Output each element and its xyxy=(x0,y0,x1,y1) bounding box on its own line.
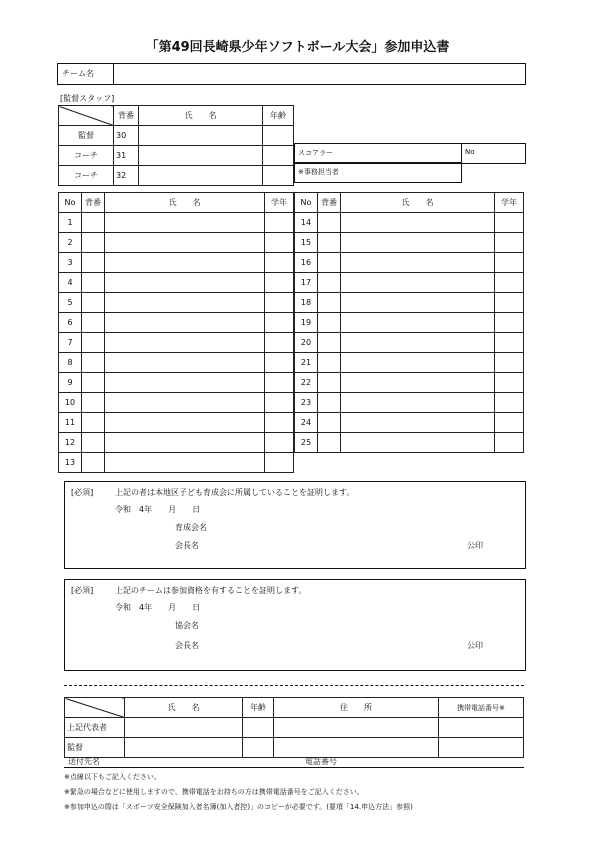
player-header-grade: 学年 xyxy=(265,193,294,213)
phone-label: 電話番号 xyxy=(305,757,337,766)
players-table-left xyxy=(58,192,294,473)
player-name-field[interactable] xyxy=(105,233,265,253)
player-name-field[interactable] xyxy=(105,373,265,393)
player-name-field[interactable] xyxy=(341,333,495,353)
player-grade-field[interactable] xyxy=(265,233,294,253)
player-number-field[interactable] xyxy=(82,373,105,393)
rep-row-label: 上記代表者 xyxy=(65,718,125,738)
player-number-field[interactable] xyxy=(82,333,105,353)
player-no: 16 xyxy=(295,253,318,273)
team-name-field[interactable] xyxy=(115,64,523,84)
player-grade-field[interactable] xyxy=(265,273,294,293)
player-grade-field[interactable] xyxy=(265,433,294,453)
rep-header-age: 年齢 xyxy=(243,698,274,718)
player-name-field[interactable] xyxy=(105,393,265,413)
staff-role-coach: コーチ xyxy=(59,146,114,166)
player-no: 19 xyxy=(295,313,318,333)
player-header-no: No xyxy=(59,193,82,213)
cert1-org-label: 育成会名 xyxy=(175,523,207,532)
player-name-field[interactable] xyxy=(105,293,265,313)
player-name-field[interactable] xyxy=(105,453,265,473)
cert1-text: 上記の者は本地区子ども育成会に所属していることを証明します。 xyxy=(115,488,355,497)
player-name-field[interactable] xyxy=(105,313,265,333)
player-name-field[interactable] xyxy=(341,273,495,293)
player-no: 23 xyxy=(295,393,318,413)
rep-name-field[interactable] xyxy=(125,738,243,758)
rep-age-field[interactable] xyxy=(243,738,274,758)
player-number-field[interactable] xyxy=(82,433,105,453)
send-to-underline xyxy=(64,767,524,768)
player-grade-field[interactable] xyxy=(265,413,294,433)
player-number-field[interactable] xyxy=(318,253,341,273)
scorer-box xyxy=(294,143,526,164)
staff-header-name: 氏 名 xyxy=(139,106,263,126)
staff-number: 32 xyxy=(114,166,139,186)
note-2: ※緊急の場合などに使用しますので、携帯電話をお持ちの方は携帯電話番号をご記入ください。 xyxy=(64,788,364,796)
contact-label: ※事務担当者 xyxy=(298,168,339,176)
player-no: 2 xyxy=(59,233,82,253)
player-number-field[interactable] xyxy=(318,233,341,253)
player-grade-field[interactable] xyxy=(495,353,524,373)
player-name-field[interactable] xyxy=(105,353,265,373)
team-name-label: チーム名 xyxy=(62,69,94,78)
player-name-field[interactable] xyxy=(341,313,495,333)
staff-age-field[interactable] xyxy=(263,146,294,166)
player-no: 24 xyxy=(295,413,318,433)
player-number-field[interactable] xyxy=(82,233,105,253)
player-number-field[interactable] xyxy=(318,273,341,293)
player-name-field[interactable] xyxy=(341,373,495,393)
player-no: 20 xyxy=(295,333,318,353)
player-grade-field[interactable] xyxy=(495,233,524,253)
player-header-no: No xyxy=(295,193,318,213)
player-grade-field[interactable] xyxy=(495,433,524,453)
staff-age-field[interactable] xyxy=(263,126,294,146)
rep-header-name: 氏 名 xyxy=(125,698,243,718)
player-number-field[interactable] xyxy=(82,293,105,313)
player-number-field[interactable] xyxy=(318,213,341,233)
player-number-field[interactable] xyxy=(318,313,341,333)
player-number-field[interactable] xyxy=(82,413,105,433)
player-header-number: 背番 xyxy=(318,193,341,213)
cert1-seal: 公印 xyxy=(467,541,483,550)
certification-box-2 xyxy=(64,579,526,671)
player-name-field[interactable] xyxy=(341,433,495,453)
player-no: 21 xyxy=(295,353,318,373)
scorer-field[interactable] xyxy=(345,144,460,163)
players-table-right xyxy=(294,192,524,453)
player-no: 7 xyxy=(59,333,82,353)
rep-age-field[interactable] xyxy=(243,718,274,738)
player-grade-field[interactable] xyxy=(265,373,294,393)
staff-role-coach: コーチ xyxy=(59,166,114,186)
staff-number: 30 xyxy=(114,126,139,146)
player-no: 14 xyxy=(295,213,318,233)
page-title: 「第49回長崎県少年ソフトボール大会」参加申込書 xyxy=(145,40,450,55)
rep-header-address: 住 所 xyxy=(274,698,439,718)
player-number-field[interactable] xyxy=(318,353,341,373)
cert1-date: 令和 4年 月 日 xyxy=(115,505,201,514)
cert2-text: 上記のチームは参加資格を有することを証明します。 xyxy=(115,586,307,595)
player-header-name: 氏 名 xyxy=(341,193,495,213)
player-number-field[interactable] xyxy=(318,433,341,453)
cert2-tag: [必須] xyxy=(71,586,94,595)
team-name-box xyxy=(57,63,526,85)
rep-name-field[interactable] xyxy=(125,718,243,738)
player-no: 6 xyxy=(59,313,82,333)
rep-header-phone: 携帯電話番号※ xyxy=(439,698,524,718)
player-no: 22 xyxy=(295,373,318,393)
rep-phone-field[interactable] xyxy=(439,738,524,758)
player-no: 12 xyxy=(59,433,82,453)
player-number-field[interactable] xyxy=(318,293,341,313)
rep-phone-field[interactable] xyxy=(439,718,524,738)
player-name-field[interactable] xyxy=(105,253,265,273)
staff-header-number: 背番 xyxy=(114,106,139,126)
player-no: 8 xyxy=(59,353,82,373)
player-name-field[interactable] xyxy=(105,213,265,233)
player-grade-field[interactable] xyxy=(265,333,294,353)
rep-address-field[interactable] xyxy=(274,718,439,738)
player-number-field[interactable] xyxy=(82,273,105,293)
cert1-tag: [必須] xyxy=(71,488,94,497)
staff-table xyxy=(58,105,294,186)
staff-header-age: 年齢 xyxy=(263,106,294,126)
cert2-org-label: 協会名 xyxy=(175,621,199,630)
contact-box xyxy=(294,162,462,183)
rep-address-field[interactable] xyxy=(274,738,439,758)
cert2-date: 令和 4年 月 日 xyxy=(115,603,201,612)
player-no: 3 xyxy=(59,253,82,273)
player-no: 18 xyxy=(295,293,318,313)
player-no: 15 xyxy=(295,233,318,253)
cert2-seal: 公印 xyxy=(467,641,483,650)
dashed-divider xyxy=(64,685,524,686)
player-grade-field[interactable] xyxy=(265,313,294,333)
cert1-chair-label: 会長名 xyxy=(175,541,199,550)
player-number-field[interactable] xyxy=(82,353,105,373)
player-no: 10 xyxy=(59,393,82,413)
player-no: 5 xyxy=(59,293,82,313)
player-grade-field[interactable] xyxy=(495,213,524,233)
staff-age-field[interactable] xyxy=(263,166,294,186)
player-grade-field[interactable] xyxy=(495,313,524,333)
player-no: 25 xyxy=(295,433,318,453)
staff-name-field[interactable] xyxy=(139,146,263,166)
staff-role-manager: 監督 xyxy=(59,126,114,146)
player-no: 1 xyxy=(59,213,82,233)
player-grade-field[interactable] xyxy=(495,253,524,273)
player-number-field[interactable] xyxy=(318,333,341,353)
player-number-field[interactable] xyxy=(82,453,105,473)
player-name-field[interactable] xyxy=(105,433,265,453)
staff-number: 31 xyxy=(114,146,139,166)
cert2-chair-label: 会長名 xyxy=(175,641,199,650)
player-grade-field[interactable] xyxy=(495,373,524,393)
player-name-field[interactable] xyxy=(341,353,495,373)
player-name-field[interactable] xyxy=(341,253,495,273)
player-grade-field[interactable] xyxy=(495,413,524,433)
player-number-field[interactable] xyxy=(318,393,341,413)
player-name-field[interactable] xyxy=(341,393,495,413)
player-header-number: 背番 xyxy=(82,193,105,213)
representative-table xyxy=(64,697,524,758)
contact-field[interactable] xyxy=(350,163,460,182)
player-name-field[interactable] xyxy=(341,413,495,433)
staff-name-field[interactable] xyxy=(139,126,263,146)
player-no: 17 xyxy=(295,273,318,293)
player-name-field[interactable] xyxy=(341,293,495,313)
player-grade-field[interactable] xyxy=(495,393,524,413)
scorer-no-label: No xyxy=(465,148,475,156)
player-number-field[interactable] xyxy=(318,413,341,433)
player-grade-field[interactable] xyxy=(495,333,524,353)
player-grade-field[interactable] xyxy=(265,453,294,473)
player-grade-field[interactable] xyxy=(265,353,294,373)
staff-section-label: [監督スタッフ] xyxy=(60,94,115,103)
player-header-name: 氏 名 xyxy=(105,193,265,213)
player-name-field[interactable] xyxy=(105,273,265,293)
rep-row-label: 監督 xyxy=(65,738,125,758)
player-name-field[interactable] xyxy=(341,213,495,233)
certification-box-1 xyxy=(64,481,526,569)
player-name-field[interactable] xyxy=(105,413,265,433)
scorer-label: スコアラー xyxy=(298,149,333,157)
player-grade-field[interactable] xyxy=(495,273,524,293)
player-no: 4 xyxy=(59,273,82,293)
player-no: 9 xyxy=(59,373,82,393)
player-grade-field[interactable] xyxy=(265,213,294,233)
player-number-field[interactable] xyxy=(82,213,105,233)
player-no: 13 xyxy=(59,453,82,473)
player-no: 11 xyxy=(59,413,82,433)
note-3: ※参加申込の際は「スポーツ安全保険加入者名簿(加入者控)」のコピーが必要です。(要項「14.申込方法」参照) xyxy=(64,803,413,811)
staff-name-field[interactable] xyxy=(139,166,263,186)
player-name-field[interactable] xyxy=(105,333,265,353)
player-grade-field[interactable] xyxy=(265,393,294,413)
send-to-label: 送付先名 xyxy=(68,757,100,766)
player-number-field[interactable] xyxy=(82,393,105,413)
player-number-field[interactable] xyxy=(82,253,105,273)
player-grade-field[interactable] xyxy=(495,293,524,313)
player-number-field[interactable] xyxy=(82,313,105,333)
note-1: ※点線以下もご記入ください。 xyxy=(64,773,161,781)
player-grade-field[interactable] xyxy=(265,293,294,313)
player-header-grade: 学年 xyxy=(495,193,524,213)
player-name-field[interactable] xyxy=(341,233,495,253)
player-grade-field[interactable] xyxy=(265,253,294,273)
player-number-field[interactable] xyxy=(318,373,341,393)
